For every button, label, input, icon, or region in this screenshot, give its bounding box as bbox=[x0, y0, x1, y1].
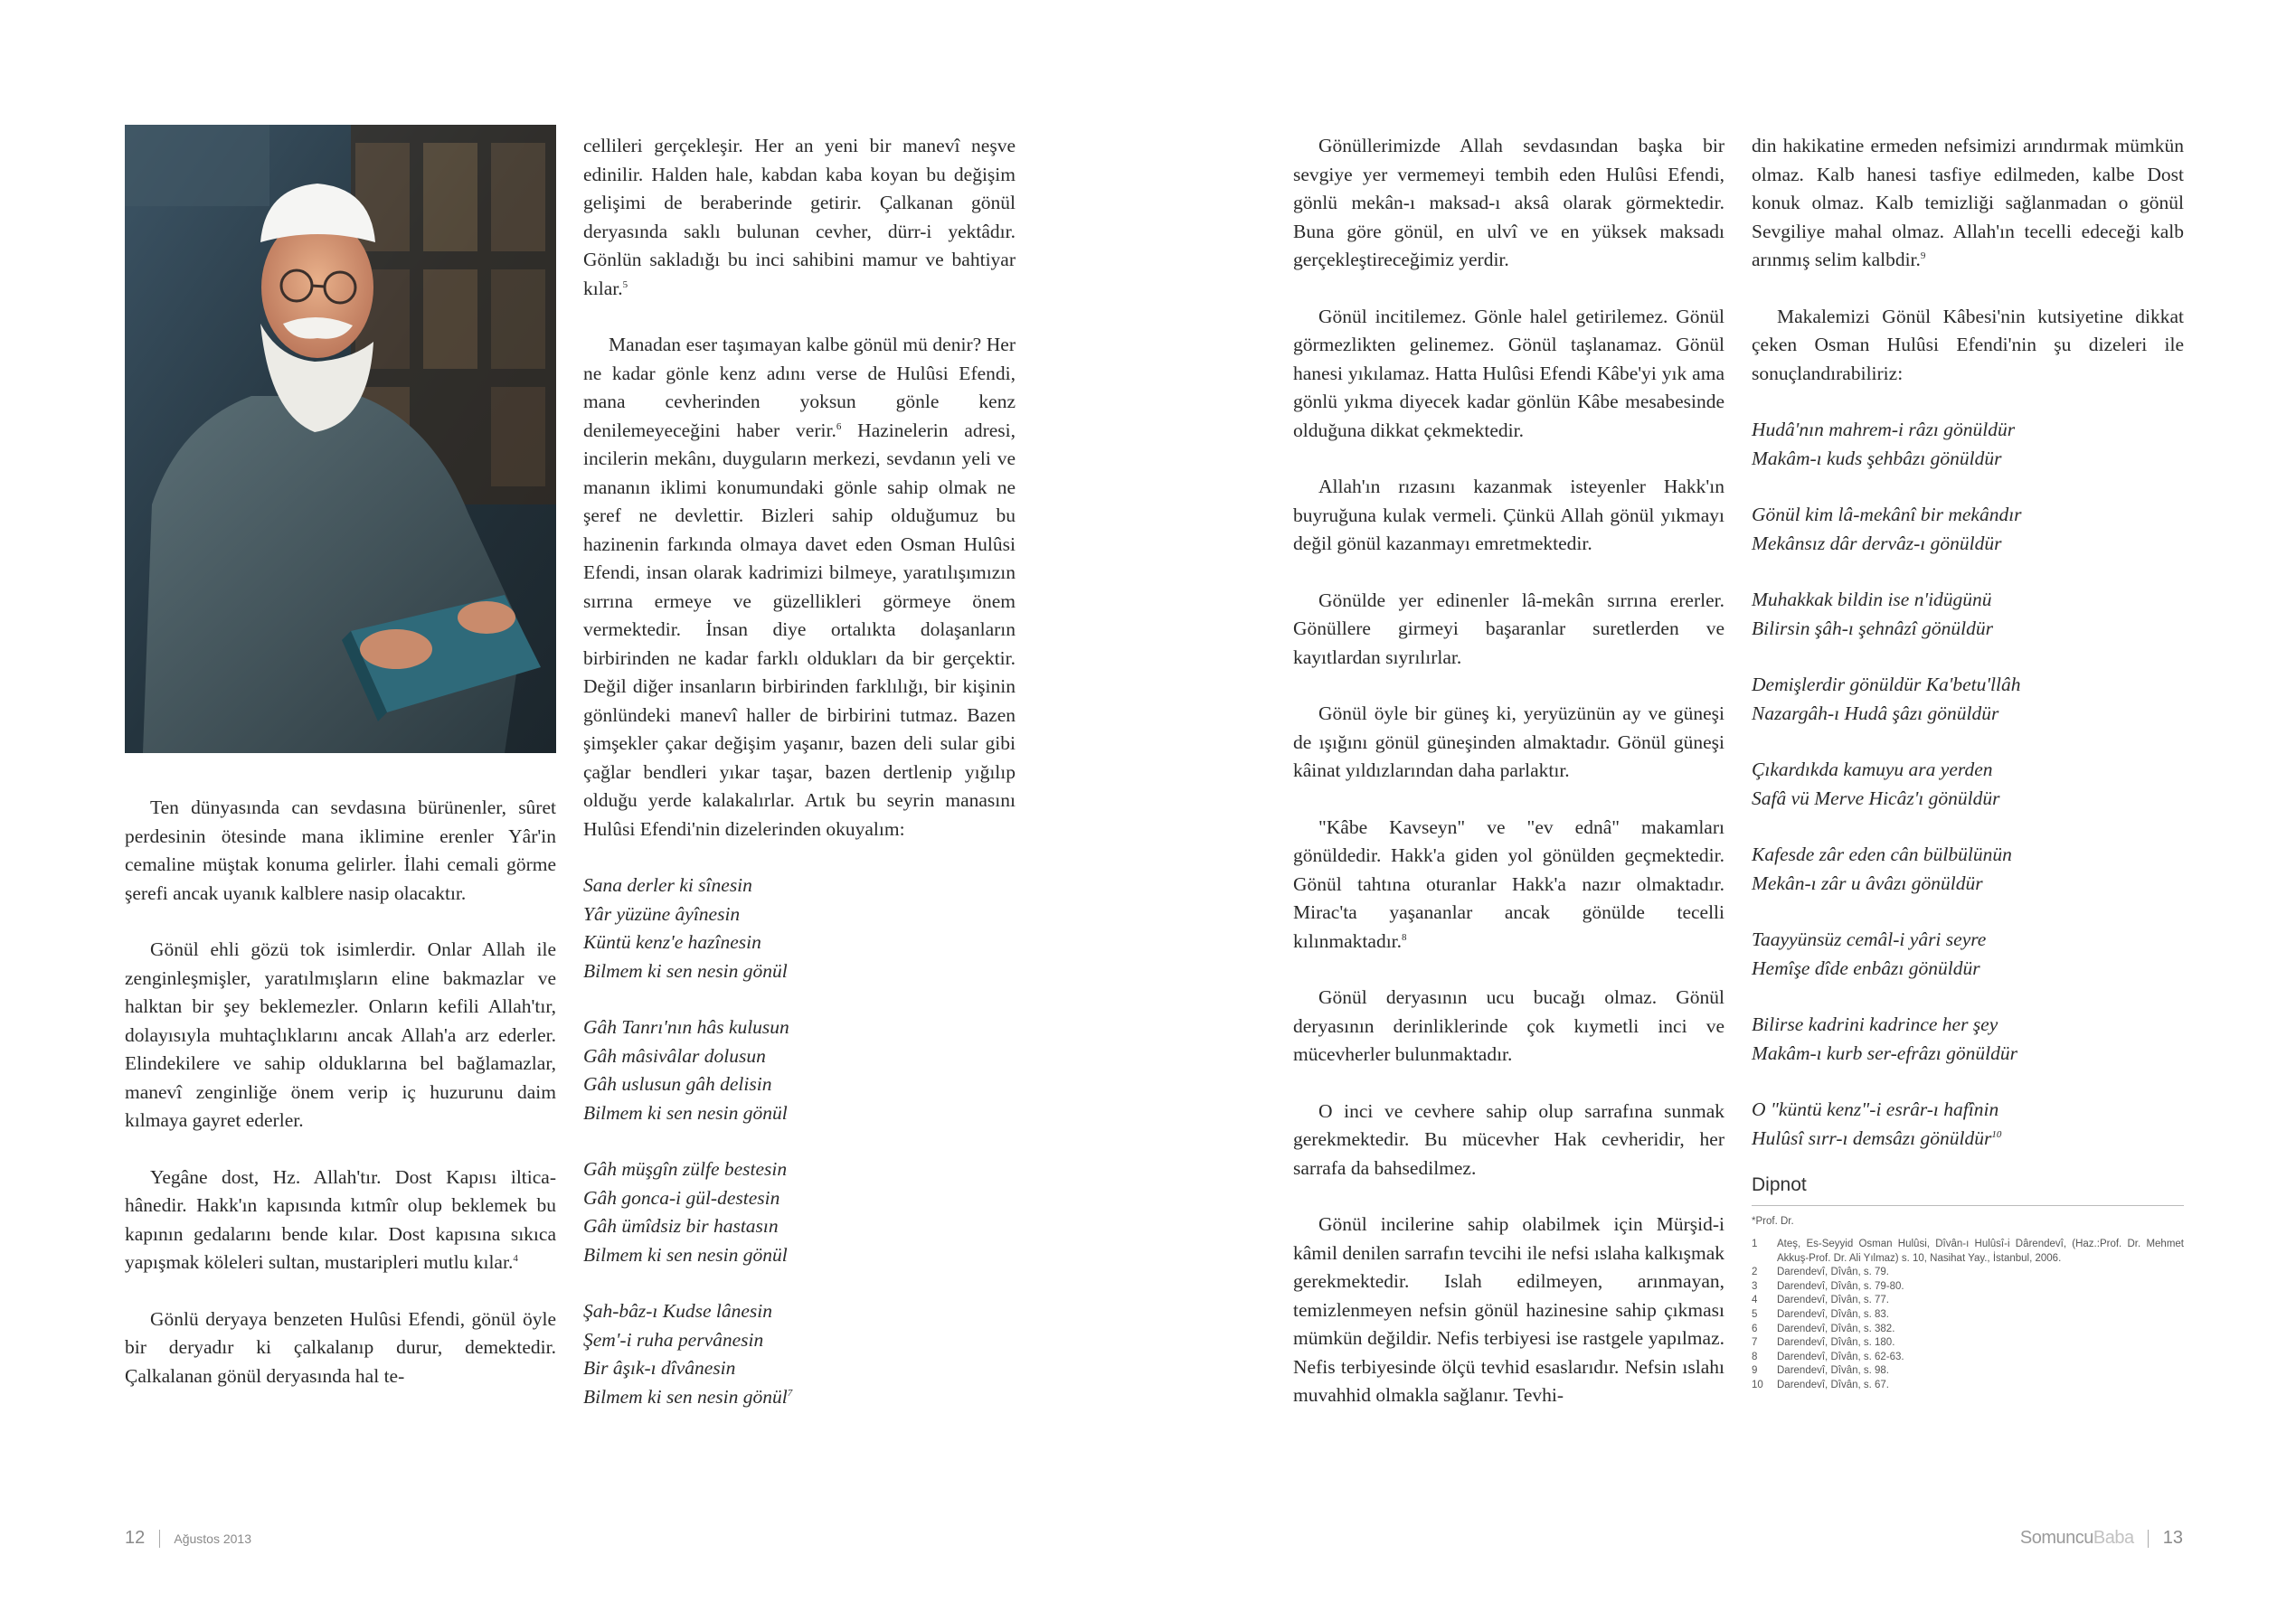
footnote-ref: 9 bbox=[1920, 250, 1926, 261]
footnotes-title: Dipnot bbox=[1752, 1171, 2184, 1206]
verse-stanza bbox=[583, 1297, 1016, 1411]
verse-line: Bilmem ki sen nesin gönül bbox=[583, 1243, 788, 1266]
paragraph bbox=[125, 1164, 556, 1277]
footnote-number: 9 bbox=[1752, 1365, 1758, 1377]
verse-line: Safâ vü Merve Hicâz'ı gönüldür bbox=[1752, 787, 2000, 809]
verse-line: Şem'-i ruha pervânesin bbox=[583, 1328, 764, 1351]
verse-line: Çıkardıkda kamuyu ara yerden bbox=[1752, 759, 1993, 780]
verse-couplet bbox=[1752, 1096, 2184, 1153]
footnote-text: Darendevî, Dîvân, s. 67. bbox=[1777, 1380, 1890, 1391]
folio-divider bbox=[2148, 1530, 2149, 1548]
footnote-number: 8 bbox=[1752, 1351, 1758, 1362]
footnote-ref: 10 bbox=[1991, 1128, 2002, 1140]
footnote-number: 4 bbox=[1752, 1295, 1758, 1306]
paragraph: Gönülde yer edinenler lâ-mekân sırrına ererler. Gönüllere girmeyi başaranlar suretlerden ve kayıtlardan sıyrılırlar. bbox=[1293, 589, 1724, 668]
page-number: 12 bbox=[125, 1528, 146, 1548]
right-column-1 bbox=[1293, 132, 1724, 1438]
brand-part: Baba bbox=[2093, 1528, 2134, 1548]
footnote-item bbox=[1752, 1238, 2184, 1266]
paragraph bbox=[583, 331, 1016, 843]
verse-stanza bbox=[583, 872, 1016, 985]
footnote-text: Darendevî, Dîvân, s. 382. bbox=[1777, 1323, 1895, 1334]
verse-line: Gâh gonca-i gül-destesin bbox=[583, 1186, 780, 1209]
verse-line: Hemîşe dîde enbâzı gönüldür bbox=[1752, 956, 1980, 979]
paragraph: Gönül incilerine sahip olabilmek için Mürşid-i kâmil denilen sarrafın tevcihi ile nefsi ıslaha kalkışmak gerekmektedir. Islah edilmeyen, arınmayan, temizlenmeyen nefsin gönül hazinesine sahip çıkması mümkün değildir. Nefis terbiyesi ise rastgele yapılmaz. Nefis terbiyesinde ölçü tevhid esaslarıdır. Nefsin ıslahı muvahhid olmakla sağlanır. Tevhi- bbox=[1293, 1213, 1724, 1406]
right-column-2 bbox=[1752, 132, 2184, 1393]
footnote-text: Darendevî, Dîvân, s. 62-63. bbox=[1777, 1351, 1904, 1362]
verse-line bbox=[583, 1383, 1016, 1412]
footnote-item bbox=[1752, 1294, 2184, 1308]
verse-line: Demişlerdir gönüldür Ka'betu'llâh bbox=[1752, 674, 2021, 695]
footnote-number: 1 bbox=[1752, 1239, 1758, 1250]
verse-line: Nazargâh-ı Hudâ şâzı gönüldür bbox=[1752, 702, 1999, 724]
verse-line: O "küntü kenz"-i esrâr-ı hafînin bbox=[1752, 1098, 1999, 1120]
verse-couplet bbox=[1752, 841, 2184, 898]
footnote-ref: 7 bbox=[787, 1387, 793, 1399]
verse-line: Bir âşık-ı dîvânesin bbox=[583, 1357, 736, 1379]
paragraph: Gönül incitilemez. Gönle halel getirilemez. Gönül görmezlikten gelinemez. Gönül taşlanamaz. Gönül hanesi yıkılamaz. Hatta Hulûsi Efendi Kâbe'yi yık ama gönlü yıkma diyecek kadar gönlün Kâbe mesabesinde olduğuna dikkat çekmektedir. bbox=[1293, 305, 1724, 441]
verse-line: Gâh uslusun gâh delisin bbox=[583, 1073, 772, 1095]
footnotes-section bbox=[1752, 1171, 2184, 1393]
verse-line-text: Bilmem ki sen nesin gönül bbox=[583, 1385, 788, 1408]
verse-line: Yâr yüzüne âyînesin bbox=[583, 902, 741, 925]
left-column-1 bbox=[125, 794, 556, 1418]
paragraph-text: Manadan eser taşımayan kalbe gönül mü denir? Her ne kadar gönle kenz adını verse de Hulûsi Efendi, mana cevherinden yoksun gönle kenz denilemeyeceğini haber verir. bbox=[583, 334, 1016, 441]
footnote-number: 2 bbox=[1752, 1267, 1758, 1278]
footnote-item bbox=[1752, 1364, 2184, 1379]
paragraph: Gönül öyle bir güneş ki, yeryüzünün ay ve güneşi de ışığını gönül güneşinden almaktadır. Gönül güneşi kâinat yıldızlarından daha parlaktır. bbox=[1293, 702, 1724, 781]
paragraph: Gönlü deryaya benzeten Hulûsi Efendi, gönül öyle bir deryadır ki çalkalanıp durur, demektedir. Çalkalanan gönül deryasında hal te- bbox=[125, 1307, 556, 1387]
footnote-number: 5 bbox=[1752, 1309, 1758, 1321]
footnote-ref: 5 bbox=[622, 278, 628, 290]
footnote-list bbox=[1752, 1238, 2184, 1393]
verse-line: Bilirsin şâh-ı şehnâzî gönüldür bbox=[1752, 617, 1993, 639]
footnote-item bbox=[1752, 1336, 2184, 1351]
verse-line: Bilmem ki sen nesin gönül bbox=[583, 1101, 788, 1124]
verse-line: Sana derler ki sînesin bbox=[583, 874, 752, 896]
paragraph bbox=[1752, 132, 2184, 275]
verse-line: Hudâ'nın mahrem-i râzı gönüldür bbox=[1752, 419, 2016, 440]
footnote-text: Darendevî, Dîvân, s. 98. bbox=[1777, 1365, 1890, 1377]
footnote-number: 3 bbox=[1752, 1280, 1758, 1292]
paragraph: Allah'ın rızasını kazanmak isteyenler Hakk'ın buyruğuna kulak vermeli. Çünkü Allah gönül yıkmayı değil gönül kazanmayı emretmektedir. bbox=[1293, 476, 1724, 554]
verse-line-text: Hulûsî sırr-ı demsâzı gönüldür bbox=[1752, 1126, 1992, 1149]
footnote-text: Darendevî, Dîvân, s. 180. bbox=[1777, 1337, 1895, 1349]
left-column-2 bbox=[583, 132, 1016, 1439]
paragraph: O inci ve cevhere sahip olup sarrafına sunmak gerekmektedir. Bu mücevher Hak cevheridir, her sarrafa da bahsedilmez. bbox=[1293, 1099, 1724, 1179]
verse-line: Gönül kim lâ-mekânî bir mekândır bbox=[1752, 504, 2022, 525]
verse-line: Makâm-ı kuds şehbâzı gönüldür bbox=[1752, 447, 2002, 469]
footnote-item bbox=[1752, 1323, 2184, 1337]
verse-line: Muhakkak bildin ise n'idügünü bbox=[1752, 589, 1992, 610]
footnote-item bbox=[1752, 1379, 2184, 1393]
paragraph-text: din hakikatine ermeden nefsimizi arındırmak mümkün olmaz. Kalb hanesi tasfiye edilmeden, kalbe Dost konuk olmaz. Kalb temizliği sağlanmadan o gönül Sevgiliye mahal olmaz. Allah'ın tecelli edeceği kalb arınmış selim kalbdir. bbox=[1752, 135, 2184, 270]
brand-part: Somuncu bbox=[2019, 1528, 2093, 1548]
verse-line: Gâh Tanrı'nın hâs kulusun bbox=[583, 1016, 789, 1038]
verse-line: Mekânsız dâr dervâz-ı gönüldür bbox=[1752, 532, 2002, 554]
paragraph bbox=[583, 132, 1016, 303]
right-folio bbox=[2020, 1528, 2183, 1549]
footnote-text: Darendevî, Dîvân, s. 83. bbox=[1777, 1309, 1890, 1321]
paragraph bbox=[1293, 814, 1724, 956]
paragraph: Ten dünyasında can sevdasına bürünenler, sûret perdesinin ötesinde mana iklimine erenler Yâr'in cemaline müştak konuma gelirler. İlahi cemali görme şerefi ancak uyanık kalblere nasip olacaktır. bbox=[125, 796, 556, 904]
footnote-item bbox=[1752, 1266, 2184, 1280]
verse-couplet bbox=[1752, 501, 2184, 558]
left-folio bbox=[125, 1528, 251, 1549]
verse-line: Şah-bâz-ı Kudse lânesin bbox=[583, 1300, 773, 1322]
verse-line bbox=[1752, 1125, 2184, 1154]
folio-divider bbox=[159, 1530, 160, 1548]
footnote-number: 10 bbox=[1752, 1380, 1763, 1391]
verse-couplet bbox=[1752, 671, 2184, 728]
footnote-item bbox=[1752, 1280, 2184, 1295]
verse-couplet bbox=[1752, 586, 2184, 643]
verse-line: Gâh mâsivâlar dolusun bbox=[583, 1044, 766, 1067]
footnote-text: Ateş, Es-Seyyid Osman Hulûsi, Dîvân-ı Hulûsî-i Dârendevî, (Haz.:Prof. Dr. Mehmet Akkuş-Prof. Dr. Ali Yılmaz) s. 10, Nasihat Yay., İstanbul, 2006. bbox=[1777, 1239, 2184, 1264]
verse-couplet bbox=[1752, 1011, 2184, 1068]
verse-couplet bbox=[1752, 756, 2184, 813]
footnote-item bbox=[1752, 1308, 2184, 1323]
footnote-number: 6 bbox=[1752, 1323, 1758, 1334]
footnote-ref: 6 bbox=[836, 420, 842, 432]
footnote-text: Darendevî, Dîvân, s. 79-80. bbox=[1777, 1280, 1904, 1292]
verse-line: Bilirse kadrini kadrince her şey bbox=[1752, 1013, 1998, 1035]
paragraph: Gönül deryasının ucu bucağı olmaz. Gönül deryasının derinliklerinde çok kıymetli inci ve mücevherler bulunmaktadır. bbox=[1293, 986, 1724, 1065]
verse-line: Mekân-ı zâr u âvâzı gönüldür bbox=[1752, 872, 1983, 894]
verse-line: Makâm-ı kurb ser-efrâzı gönüldür bbox=[1752, 1041, 2017, 1064]
verse-couplet bbox=[1752, 416, 2184, 473]
verse-stanza bbox=[583, 1013, 1016, 1127]
footnote-number: 7 bbox=[1752, 1337, 1758, 1349]
paragraph: Makalemizi Gönül Kâbesi'nin kutsiyetine dikkat çeken Osman Hulûsi Efendi'nin şu dizeleri ile sonuçlandırabiliriz: bbox=[1752, 305, 2184, 384]
verse-line: Gâh ümîdsiz bir hastasın bbox=[583, 1215, 779, 1237]
verse-couplet bbox=[1752, 926, 2184, 983]
paragraph-text: "Kâbe Kavseyn" ve "ev ednâ" makamları gönüldedir. Hakk'a giden yol gönülden geçmektedir. Gönül tahtına oturanlar Hakk'a nazır olmaktadır. Mirac'ta yaşananlar ancak gönülde tecelli kılınmaktadır. bbox=[1293, 815, 1724, 952]
footnote-star: *Prof. Dr. bbox=[1752, 1215, 1794, 1227]
footnote-text: Darendevî, Dîvân, s. 79. bbox=[1777, 1267, 1890, 1278]
verse-line: Küntü kenz'e hazînesin bbox=[583, 931, 761, 953]
verse-line: Bilmem ki sen nesin gönül bbox=[583, 959, 788, 982]
verse-line: Gâh müşgîn zülfe bestesin bbox=[583, 1158, 788, 1180]
paragraph-text: Hazinelerin adresi, incilerin mekânı, duyguların merkezi, sevdanın yeli ve mananın iklimi konumundaki gönle sahip olmak ne şeref ne devlettir. Bizleri sahip olduğumuz bu hazinenin farkında olmaya davet eden Osman Hulûsi Efendi, insan olarak kadrimizi bilmeye, yaratılışımızın sırrına ermeye ve güzellikleri görmeye önem vermektedir. İnsan diye ortalıkta dolaşanların birbirinden ne kadar farklı oldukları da bir gerçektir. Değil diğer insanların birbirinden farklılığı, bir kişinin gönlündeki manevî haller de birbirini tutmaz. Bazen şimşekler çakar değişim yaşanır, bazen deli sular gibi çağlar bendleri yıkar taşar, bazen dertlenip yığılıp olduğu yerde kalakalırlar. Artık bu seyrin manasını Hulûsi Efendi'nin dizelerinden okuyalım: bbox=[583, 419, 1016, 840]
paragraph-text: Yegâne dost, Hz. Allah'tır. Dost Kapısı ilticahânedir. Hakk'ın kapısında kıtmîr olup beklemek bu kapının gedalarını bende kılar. Dost kapısına sıkıca yapışmak köleleri sultan, mustaripleri mutlu kılar. bbox=[125, 1165, 556, 1273]
verse-line: Taayyünsüz cemâl-i yâri seyre bbox=[1752, 928, 1987, 950]
footnote-ref: 4 bbox=[513, 1252, 518, 1264]
paragraph-text: cellileri gerçekleşir. Her an yeni bir manevî neşve edinilir. Halden hale, kabdan kaba koyan bu değişim gelişimi de beraberinde getirir. Çalkanan gönül deryasında saklı bulunan cevher, dürr-i yektâdır. Gönlün sakladığı bu inci sahibini mamur ve bahtiyar kılar. bbox=[583, 135, 1016, 299]
footnote-text: Darendevî, Dîvân, s. 77. bbox=[1777, 1295, 1890, 1306]
issue-date: Ağustos 2013 bbox=[174, 1531, 251, 1546]
brand-logo bbox=[2020, 1528, 2134, 1548]
verse-stanza bbox=[583, 1155, 1016, 1269]
footnote-item bbox=[1752, 1351, 2184, 1365]
page-number: 13 bbox=[2162, 1528, 2183, 1548]
verse-line: Kafesde zâr eden cân bülbülünün bbox=[1752, 843, 2012, 865]
paragraph: Gönül ehli gözü tok isimlerdir. Onlar Allah ile zenginleşmişler, yaratılmışların eline bakmazlar ve halktan bir şey beklemezler. Onların kefili Allah'tır, dolayısıyla muhtaçlıklarını ancak Allah'a arz ederler. Elindekilere ve sahip olduklarına bel bağlamazlar, manevî zenginliğe önem verip iç huzurunu daim kılmaya gayret ederler. bbox=[125, 938, 556, 1131]
footnote-ref: 8 bbox=[1402, 931, 1407, 943]
paragraph: Gönüllerimizde Allah sevdasından başka bir sevgiye yer vermemeyi tembih eden Hulûsi Efendi, gönlü mekân-ı maksad-ı aksâ olarak görmektedir. Buna göre gönül, en ulvî ve en yüksek maksadı gerçekleştireceğimiz yerdir. bbox=[1293, 135, 1724, 270]
portrait-photo bbox=[125, 125, 556, 753]
